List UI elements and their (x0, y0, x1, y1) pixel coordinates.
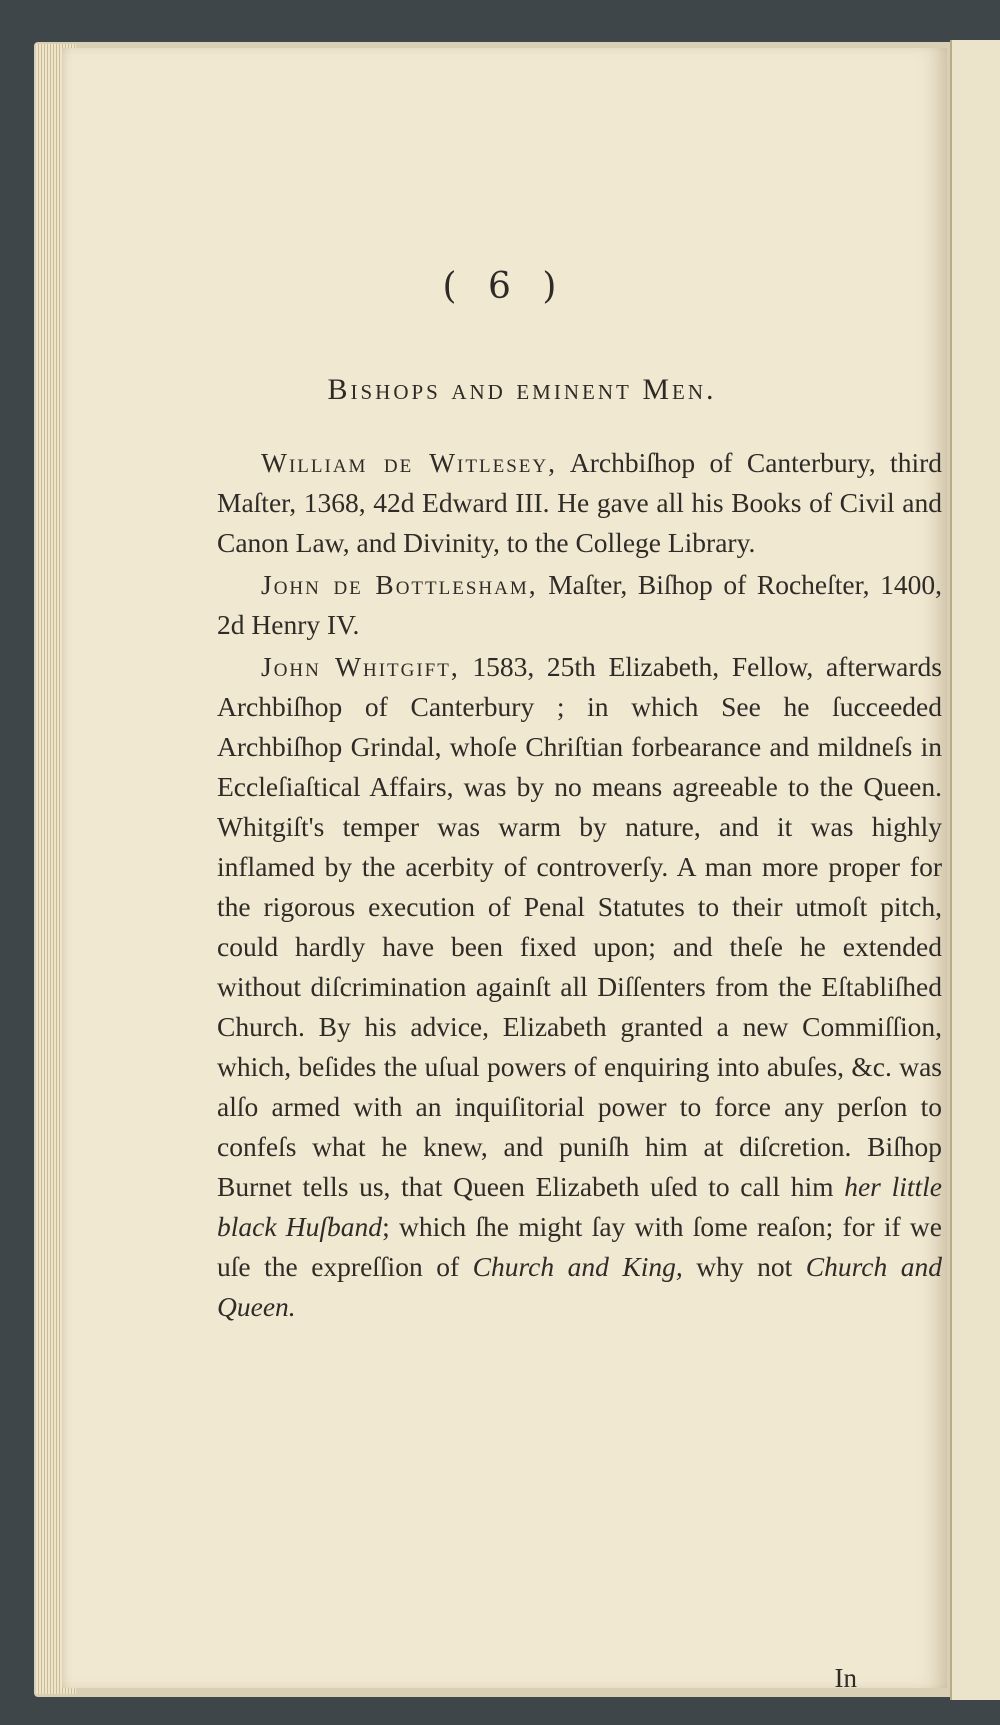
section-title: Bishops and eminent Men. (327, 373, 717, 406)
page-number: ( 6 ) (442, 266, 567, 307)
entry-text-continued: why not (682, 1251, 806, 1282)
entry-name: John Whitgift, (261, 651, 460, 682)
book-page (62, 48, 947, 1693)
italic-phrase: Church and King, (472, 1251, 683, 1282)
catchword: In (834, 1663, 857, 1693)
entry-witlesey (217, 443, 942, 563)
body-text (217, 443, 942, 1329)
italic-phrase: Church and Queen. (217, 1251, 943, 1322)
entry-text: Archbiſhop of Canterbury, third Maſter, 1368, 42d Edward III. He gave all his Books of Civil and Canon Law, and Divinity, to the College Library. (217, 447, 942, 558)
entry-bottlesham (217, 565, 942, 645)
facing-page-edge (950, 40, 1000, 1700)
entry-name: William de Witlesey, (261, 447, 557, 478)
entry-whitgift (217, 647, 942, 1327)
entry-text-continued: ; which ſhe might ſay with ſome reaſon; for if we uſe the expreſſion of (217, 1211, 942, 1282)
entry-name: John de Bottlesham, (261, 569, 538, 600)
entry-text: Maſter, Biſhop of Rocheſter, 1400, 2d Henry IV. (217, 569, 942, 640)
entry-text: 1583, 25th Elizabeth, Fellow, afterwards Archbiſhop of Canterbury ; in which See he ſucceeded Archbiſhop Grindal, whoſe Chriſtian forbearance and mildneſs in Eccleſiaſtical Affairs, was by no means agreeable to the Queen. Whitgiſt's temper was warm by nature, and it was highly inflamed by the acerbity of controverſy. A man more proper for the rigorous execution of Penal Statutes to their utmoſt pitch, could hardly have been fixed upon; and theſe he extended without diſcrimination againſt all Diſſenters from the Eſtabliſhed Church. By his advice, Elizabeth granted a new Commiſſion, which, beſides the uſual powers of enquiring into abuſes, &c. was alſo armed with an inquiſitorial power to force any perſon to confeſs what he knew, and puniſh him at diſcretion. Biſhop Burnet tells us, that Queen Elizabeth uſed to call him (217, 651, 943, 1202)
italic-phrase: her little black Huſband (217, 1171, 942, 1242)
